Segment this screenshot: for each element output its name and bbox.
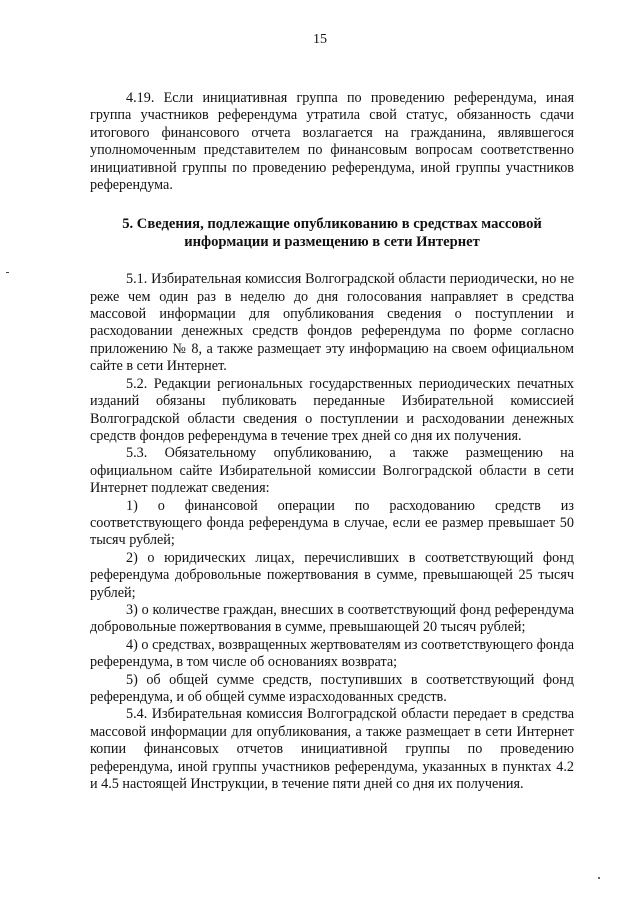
margin-mark [6, 272, 9, 273]
paragraph-5-1: 5.1. Избирательная комиссия Волгоградской области периодически, но не реже чем один раз в неделю до дня голосования направляет в средства массовой информации для опубликования сведения о поступлении и расходовании денежных средств фондов референдума по форме согласно приложению № 8, а также размещает эту информацию на своем официальном сайте в сети Интернет. [90, 271, 574, 375]
list-item-3: 3) о количестве граждан, внесших в соответствующий фонд референдума добровольные пожертвования в сумме, превышающей 20 тысяч рублей; [90, 601, 574, 636]
list-item-2: 2) о юридических лицах, перечисливших в соответствующий фонд референдума добровольные пожертвования в сумме, превышающей 25 тысяч рублей; [90, 549, 574, 601]
list-item-5: 5) об общей сумме средств, поступивших в соответствующий фонд референдума, и об общей сумме израсходованных средств. [90, 671, 574, 705]
page-number: 15 [313, 32, 327, 47]
paragraph-5-2: 5.2. Редакции региональных государственных периодических печатных изданий обязаны публиковать переданные Избирательной комиссией Волгоградской области сведения о поступлении и расходовании денежных средств фондов референдума в течение трех дней со дня их получения. [90, 375, 574, 444]
scan-dot [598, 877, 600, 879]
paragraph-5-3: 5.3. Обязательному опубликованию, а также размещению на официальном сайте Избирательной комиссии Волгоградской области в сети Интернет подлежат сведения: [90, 445, 574, 497]
paragraph-5-4: 5.4. Избирательная комиссия Волгоградской области передает в средства массовой информации для опубликования, а также размещает в сети Интернет копии финансовых отчетов инициативной группы по проведению референдума, иной группы участников референдума, указанных в пунктах 4.2 и 4.5 настоящей Инструкции, в течение пяти дней со дня их получения. [90, 706, 574, 793]
list-item-4: 4) о средствах, возвращенных жертвователям из соответствующего фонда референдума, в том числе об основаниях возврата; [90, 636, 574, 671]
list-item-1: 1) о финансовой операции по расходованию средств из соответствующего фонда референдума в случае, если ее размер превышает 50 тысяч рублей; [90, 497, 574, 549]
section-heading: 5. Сведения, подлежащие опубликованию в средствах массовой информации и размещению в сети Интернет [122, 216, 542, 250]
paragraph-4-19: 4.19. Если инициативная группа по проведению референдума, иная группа участников референдума утратила свой статус, обязанность сдачи итогового финансового отчета возлагается на гражданина, являвшегося уполномоченным представителем по финансовым вопросам соответственно инициативной группы по проведению референдума, иной группы участников референдума. [90, 90, 574, 194]
document-body [90, 90, 574, 793]
